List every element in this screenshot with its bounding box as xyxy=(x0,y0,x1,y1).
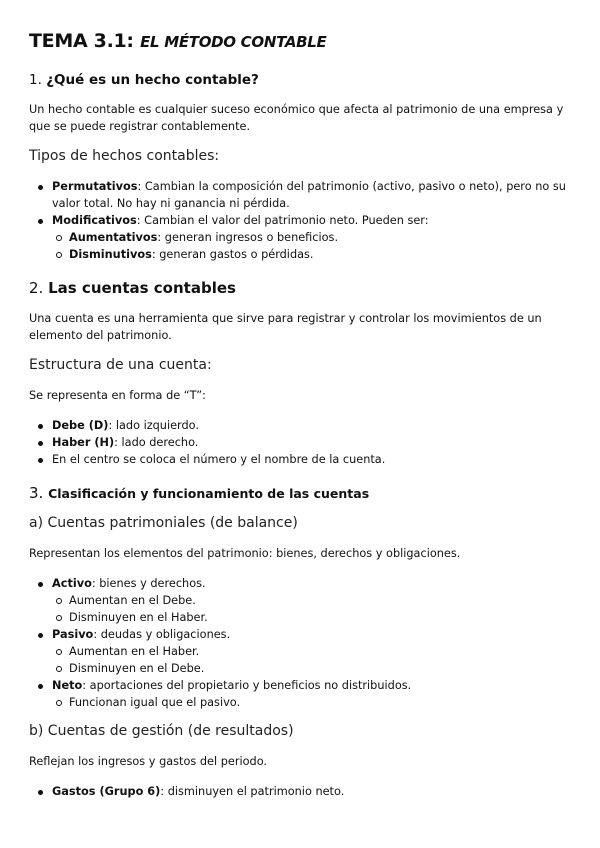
list-item: En el centro se coloca el número y el nombre de la cuenta. xyxy=(52,451,574,468)
hechos-list xyxy=(29,178,574,263)
list-item: Disminutivos: generan gastos o pérdidas. xyxy=(69,246,574,263)
section-3a-intro: Representan los elementos del patrimonio: bienes, derechos y obligaciones. xyxy=(29,547,461,560)
section-1-subheading: Tipos de hechos contables: xyxy=(29,148,220,164)
section-2-intro: Una cuenta es una herramienta que sirve para registrar y controlar los movimientos de un elemento del patrimonio. xyxy=(29,312,542,342)
section-1-heading: 1. ¿Qué es un hecho contable? xyxy=(29,72,259,88)
section-2-subheading: Estructura de una cuenta: xyxy=(29,357,212,373)
list-item: Aumentan en el Debe. xyxy=(69,592,574,609)
document-page xyxy=(29,30,574,812)
section-2-note: Se representa en forma de “T”: xyxy=(29,389,206,402)
section-3b-heading: b) Cuentas de gestión (de resultados) xyxy=(29,723,294,739)
list-item: Activo: bienes y derechos. Aumentan en el Debe. Disminuyen en el Haber. xyxy=(52,575,574,626)
page-title xyxy=(29,30,574,52)
title-main: TEMA 3.1: xyxy=(29,30,134,52)
list-item: Haber (H): lado derecho. xyxy=(52,434,574,451)
list-item: Pasivo: deudas y obligaciones. Aumentan en el Haber. Disminuyen en el Debe. xyxy=(52,626,574,677)
list-item: Aumentan en el Haber. xyxy=(69,643,574,660)
list-item: Gastos (Grupo 6): disminuyen el patrimonio neto. xyxy=(52,783,574,800)
section-3b-intro: Reflejan los ingresos y gastos del periodo. xyxy=(29,755,268,768)
modificativos-sublist xyxy=(52,229,574,263)
list-item: Aumentativos: generan ingresos o beneficios. xyxy=(69,229,574,246)
section-1-intro: Un hecho contable es cualquier suceso económico que afecta al patrimonio de una empresa y que se puede registrar contablemente. xyxy=(29,103,564,133)
list-item: Funcionan igual que el pasivo. xyxy=(69,694,574,711)
section-3-heading: 3. Clasificación y funcionamiento de las cuentas xyxy=(29,484,370,502)
cuenta-structure-list xyxy=(29,417,574,468)
section-3a-heading: a) Cuentas patrimoniales (de balance) xyxy=(29,515,298,531)
list-item: Modificativos: Cambian el valor del patrimonio neto. Pueden ser: Aumentativos: generan ingresos o beneficios. Disminutivos: generan gastos o pérdidas. xyxy=(52,212,574,263)
patrimoniales-list xyxy=(29,575,574,711)
list-item: Permutativos: Cambian la composición del patrimonio (activo, pasivo o neto), pero no su valor total. No hay ni ganancia ni pérdida. xyxy=(52,178,574,212)
gestion-list xyxy=(29,783,574,800)
list-item: Neto: aportaciones del propietario y beneficios no distribuidos. Funcionan igual que el pasivo. xyxy=(52,677,574,711)
section-2-heading: 2. Las cuentas contables xyxy=(29,279,236,297)
list-item: Disminuyen en el Debe. xyxy=(69,660,574,677)
title-subtitle: EL MÉTODO CONTABLE xyxy=(140,33,327,51)
list-item: Debe (D): lado izquierdo. xyxy=(52,417,574,434)
list-item: Disminuyen en el Haber. xyxy=(69,609,574,626)
